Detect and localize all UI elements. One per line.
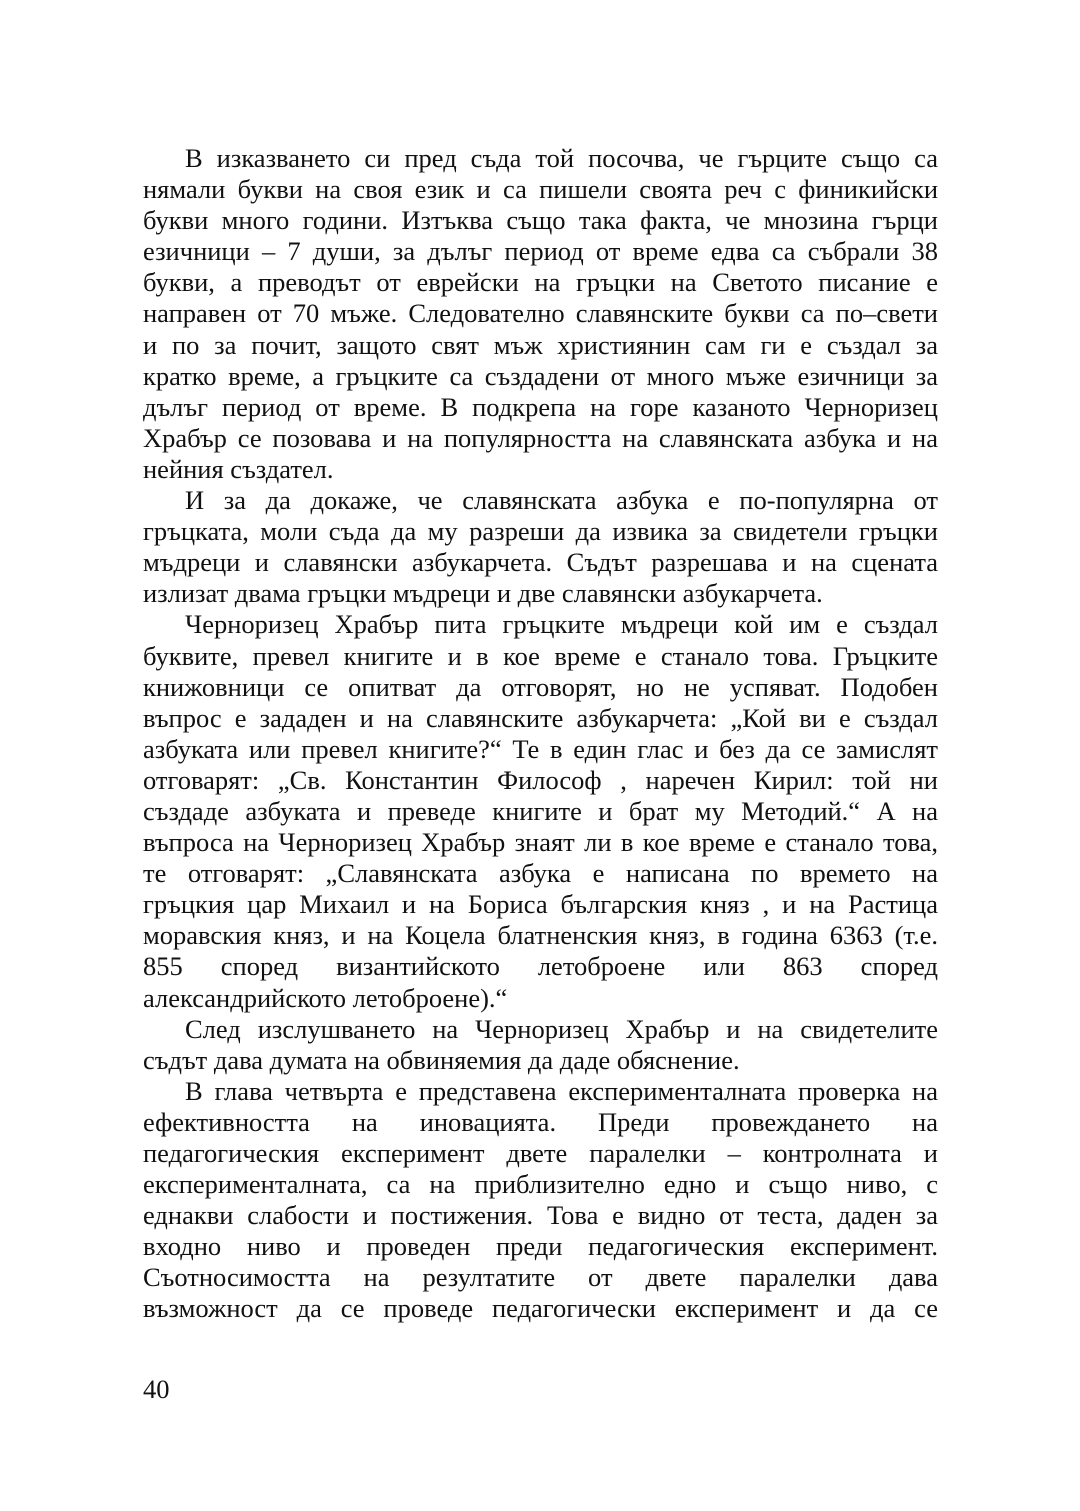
text-line: И за да докаже, че славянската азбука е по-популярна от bbox=[185, 485, 938, 516]
text-line: В изказването си пред съда той посочва, че гърците също са bbox=[185, 143, 938, 173]
text-line: излизат двама гръцки мъдреци и две славянски азбукарчета. bbox=[143, 578, 823, 609]
body-text bbox=[143, 143, 938, 1325]
text-line: възможност да се проведе педагогически експеримент и да се bbox=[143, 1293, 938, 1324]
text-line: отговарят: „Св. Константин Философ , наречен Кирил: той ни bbox=[143, 764, 938, 795]
paragraph-4 bbox=[143, 1014, 938, 1076]
text-line: мъдреци и славянски азбукарчета. Съдът разрешава и на сцената bbox=[143, 547, 938, 578]
text-line: моравския княз, и на Коцела блатненския княз, в година 6363 (т.е. bbox=[143, 920, 938, 951]
text-line: буквите, превел книгите и в кое време е станало това. Гръцките bbox=[143, 640, 938, 671]
paragraph-5 bbox=[143, 1076, 938, 1325]
text-line: Храбър се позовава и на популярността на славянската азбука и на bbox=[143, 422, 938, 453]
text-line: педагогическия експеримент двете паралелки – контролната и bbox=[143, 1138, 938, 1168]
page-number: 40 bbox=[143, 1374, 170, 1404]
text-line: въпроса на Черноризец Храбър знаят ли в кое време е станало това, bbox=[143, 827, 938, 858]
text-line: гръцката, моли съда да му разреши да извика за свидетели гръцки bbox=[143, 516, 938, 547]
text-line: нямали букви на своя език и са пишели своята реч с финикийски bbox=[143, 174, 938, 205]
paragraph-3 bbox=[143, 609, 938, 1013]
text-line: направен от 70 мъже. Следователно славянските букви са по–свети bbox=[143, 298, 938, 329]
text-line: букви, а преводът от еврейски на гръцки на Светото писание е bbox=[143, 267, 938, 298]
text-line: езичници – 7 души, за дълъг период от време едва са събрали 38 bbox=[143, 236, 938, 267]
text-line: александрийското летоброене).“ bbox=[143, 982, 508, 1013]
text-line: нейния създател. bbox=[143, 453, 334, 484]
text-line: След изслушването на Черноризец Храбър и на свидетелите bbox=[185, 1013, 938, 1044]
text-line: експерименталната, са на приблизително едно и също ниво, с bbox=[143, 1169, 938, 1200]
text-line: 855 според византийското летоброене или 863 според bbox=[143, 951, 938, 982]
text-line: Съотносимостта на резултатите от двете паралелки дава bbox=[143, 1262, 938, 1293]
paragraph-1 bbox=[143, 143, 938, 485]
text-line: създаде азбуката и преведе книгите и брат му Методий.“ А на bbox=[143, 795, 938, 826]
text-line: и по за почит, защото свят мъж християнин сам ги е създал за bbox=[143, 329, 938, 360]
text-line: букви много години. Изтъква също така факта, че мнозина гърци bbox=[143, 205, 938, 236]
text-line: входно ниво и проведен преди педагогическия експеримент. bbox=[143, 1231, 938, 1262]
text-line: въпрос е зададен и на славянските азбукарчета: „Кой ви е създал bbox=[143, 702, 938, 733]
text-line: Черноризец Храбър пита гръцките мъдреци кой им е създал bbox=[185, 609, 938, 640]
text-line: еднакви слабости и постижения. Това е видно от теста, даден за bbox=[143, 1200, 938, 1231]
text-line: ефективността на иновацията. Преди провеждането на bbox=[143, 1106, 938, 1137]
text-line: В глава четвърта е представена експерименталната проверка на bbox=[185, 1075, 938, 1106]
text-line: гръцкия цар Михаил и на Бориса българския княз , и на Растица bbox=[143, 889, 938, 920]
text-line: кратко време, а гръцките са създадени от много мъже езичници за bbox=[143, 360, 938, 391]
text-line: те отговарят: „Славянската азбука е написана по времето на bbox=[143, 858, 938, 889]
text-line: дълъг период от време. В подкрепа на горе казаното Черноризец bbox=[143, 391, 938, 422]
text-line: азбуката или превел книгите?“ Те в един глас и без да се замислят bbox=[143, 733, 938, 764]
text-line: книжовници се опитват да отговорят, но не успяват. Подобен bbox=[143, 671, 938, 702]
text-line: съдът дава думата на обвиняемия да даде обяснение. bbox=[143, 1044, 740, 1075]
paragraph-2 bbox=[143, 485, 938, 609]
